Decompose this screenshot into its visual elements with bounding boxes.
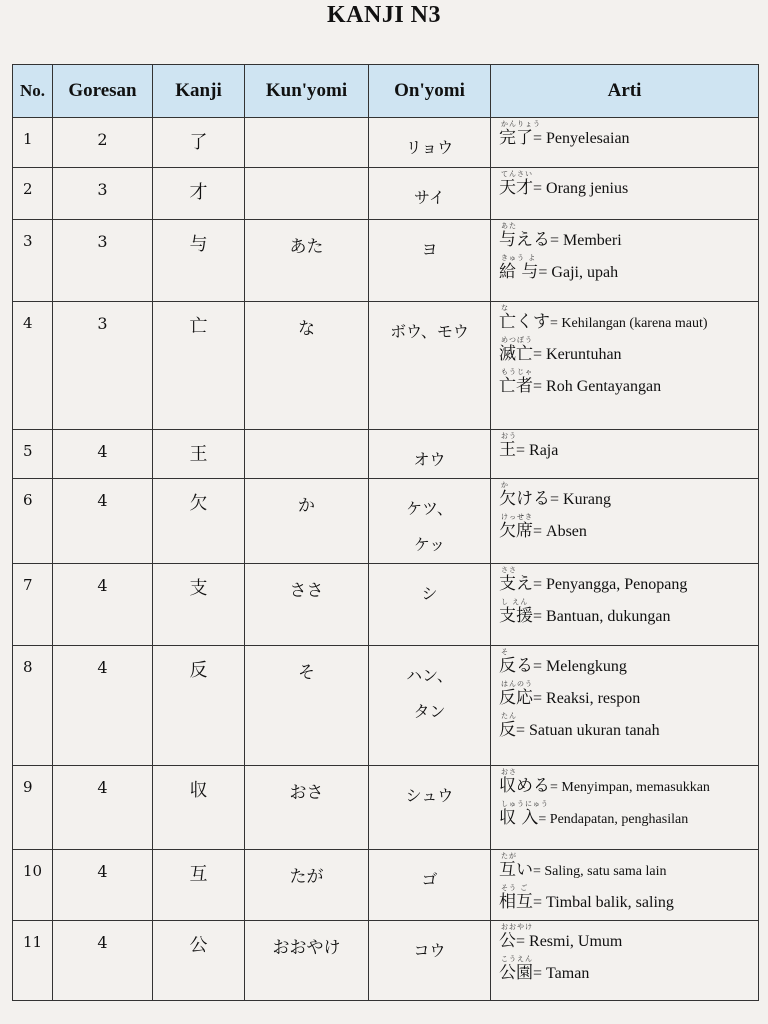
cell-kunyomi: おさ [245, 766, 369, 850]
japanese-word: 天才 [499, 178, 533, 198]
cell-kanji: 公 [153, 921, 245, 1001]
cell-no: 10 [13, 850, 53, 921]
onyomi-reading: ケッ [413, 535, 446, 554]
meaning-text: = Penyangga, Penopang [533, 576, 688, 593]
arti-entry [499, 432, 758, 460]
japanese-word: 欠席 [499, 521, 533, 541]
meaning-text: = Kehilangan (karena maut) [550, 316, 708, 331]
cell-no: 11 [13, 921, 53, 1001]
meaning-text: = Orang jenius [533, 180, 629, 197]
arti-entry [499, 648, 758, 676]
onyomi-reading: ボウ、モウ [390, 322, 469, 341]
header-kunyomi: Kun'yomi [245, 65, 369, 118]
japanese-word: 支え [499, 574, 533, 594]
onyomi-reading: タン [413, 702, 446, 721]
furigana: そう ご [501, 884, 529, 892]
onyomi-reading: リョウ [405, 138, 454, 157]
cell-kanji: 支 [153, 564, 245, 646]
furigana: こうえん [501, 955, 533, 963]
cell-goresan: 4 [53, 479, 153, 564]
furigana: し えん [501, 598, 529, 606]
cell-onyomi [369, 430, 491, 479]
cell-kanji: 互 [153, 850, 245, 921]
page-title: KANJI N3 [326, 2, 441, 28]
cell-goresan: 4 [53, 564, 153, 646]
arti-entry [499, 884, 758, 912]
onyomi-reading: サイ [414, 188, 445, 207]
meaning-text: = Raja [516, 442, 559, 459]
cell-no: 5 [13, 430, 53, 479]
table-header-row [13, 65, 759, 118]
table-row [13, 850, 759, 921]
table-body [13, 118, 759, 1001]
cell-goresan: 4 [53, 921, 153, 1001]
onyomi-reading: ヨ [421, 240, 438, 259]
header-goresan: Goresan [53, 65, 153, 118]
arti-entry [499, 368, 758, 396]
cell-no: 2 [13, 168, 53, 220]
arti-entry [499, 923, 758, 951]
header-kanji: Kanji [153, 65, 245, 118]
table-row [13, 118, 759, 168]
onyomi-reading: シュウ [405, 786, 454, 805]
header-arti: Arti [491, 65, 759, 118]
cell-onyomi [369, 766, 491, 850]
japanese-word: 給 与 [499, 262, 539, 282]
cell-arti [491, 302, 759, 430]
cell-kanji: 与 [153, 220, 245, 302]
cell-kanji: 収 [153, 766, 245, 850]
cell-arti [491, 766, 759, 850]
meaning-text: = Keruntuhan [533, 346, 622, 363]
arti-entry [499, 336, 758, 364]
header-onyomi: On'yomi [369, 65, 491, 118]
japanese-word: 欠ける [499, 489, 550, 509]
cell-kunyomi: ささ [245, 564, 369, 646]
cell-no: 1 [13, 118, 53, 168]
cell-arti [491, 220, 759, 302]
cell-kunyomi: あた [245, 220, 369, 302]
table-row [13, 646, 759, 766]
arti-entry [499, 222, 758, 250]
header-no: No. [13, 65, 53, 118]
onyomi-reading: ケツ、 [406, 499, 453, 518]
cell-kanji: 反 [153, 646, 245, 766]
cell-goresan: 2 [53, 118, 153, 168]
japanese-word: 完了 [499, 128, 533, 148]
cell-kanji: 欠 [153, 479, 245, 564]
cell-onyomi [369, 302, 491, 430]
onyomi-reading: ハン、 [406, 666, 453, 685]
table-row [13, 430, 759, 479]
table-row [13, 564, 759, 646]
arti-entry [499, 513, 758, 541]
furigana: あた [501, 222, 517, 230]
meaning-text: = Saling, satu sama lain [533, 864, 667, 879]
onyomi-reading: ゴ [421, 870, 438, 889]
cell-arti [491, 430, 759, 479]
cell-no: 8 [13, 646, 53, 766]
cell-kunyomi: たが [245, 850, 369, 921]
cell-arti [491, 479, 759, 564]
cell-kanji: 亡 [153, 302, 245, 430]
cell-no: 6 [13, 479, 53, 564]
meaning-text: = Gaji, upah [538, 264, 619, 281]
cell-goresan: 3 [53, 168, 153, 220]
onyomi-reading: コウ [413, 941, 446, 960]
japanese-word: 反 [499, 720, 516, 740]
table-row [13, 479, 759, 564]
furigana: めつぼう [501, 336, 533, 344]
japanese-word: 収 入 [499, 808, 539, 828]
cell-goresan: 4 [53, 430, 153, 479]
arti-entry [499, 768, 758, 796]
cell-no: 9 [13, 766, 53, 850]
arti-entry [499, 566, 758, 594]
meaning-text: = Taman [533, 965, 590, 982]
furigana: たが [501, 852, 517, 860]
cell-arti [491, 118, 759, 168]
arti-entry [499, 170, 758, 198]
cell-no: 3 [13, 220, 53, 302]
furigana: おさ [501, 768, 517, 776]
cell-no: 7 [13, 564, 53, 646]
cell-kanji: 王 [153, 430, 245, 479]
cell-onyomi [369, 564, 491, 646]
meaning-text: = Absen [533, 523, 587, 540]
cell-onyomi [369, 479, 491, 564]
meaning-text: = Satuan ukuran tanah [516, 722, 660, 739]
meaning-text: = Kurang [550, 491, 612, 508]
cell-kunyomi: おおやけ [245, 921, 369, 1001]
table-row [13, 766, 759, 850]
japanese-word: 支援 [499, 606, 533, 626]
japanese-word: 滅亡 [499, 344, 533, 364]
furigana: けっせき [501, 513, 533, 521]
meaning-text: = Bantuan, dukungan [533, 608, 671, 625]
furigana: ささ [501, 566, 517, 574]
cell-onyomi [369, 850, 491, 921]
japanese-word: 互い [499, 860, 533, 880]
japanese-word: 相互 [499, 892, 533, 912]
arti-entry [499, 712, 758, 740]
cell-onyomi [369, 220, 491, 302]
furigana: たん [501, 712, 517, 720]
cell-kanji: 才 [153, 168, 245, 220]
furigana: はんのう [501, 680, 533, 688]
cell-no: 4 [13, 302, 53, 430]
table-row [13, 168, 759, 220]
kanji-table [12, 64, 759, 1001]
meaning-text: = Melengkung [533, 658, 627, 675]
cell-arti [491, 850, 759, 921]
cell-goresan: 4 [53, 646, 153, 766]
table-row [13, 302, 759, 430]
furigana: な [501, 304, 509, 312]
cell-onyomi [369, 118, 491, 168]
japanese-word: 亡くす [499, 312, 550, 332]
cell-kanji: 了 [153, 118, 245, 168]
arti-entry [499, 598, 758, 626]
japanese-word: 収める [499, 776, 550, 796]
furigana: そ [501, 648, 509, 656]
cell-arti [491, 921, 759, 1001]
meaning-text: = Pendapatan, penghasilan [538, 812, 689, 827]
arti-entry [499, 254, 758, 282]
meaning-text: = Reaksi, respon [533, 690, 641, 707]
cell-arti [491, 564, 759, 646]
cell-kunyomi: か [245, 479, 369, 564]
meaning-text: = Menyimpan, memasukkan [550, 780, 710, 795]
onyomi-reading: オウ [413, 450, 446, 469]
furigana: か [501, 481, 509, 489]
cell-arti [491, 646, 759, 766]
arti-entry [499, 680, 758, 708]
furigana: もうじゃ [501, 368, 533, 376]
japanese-word: 亡者 [499, 376, 533, 396]
arti-entry [499, 481, 758, 509]
arti-entry [499, 955, 758, 983]
cell-onyomi [369, 921, 491, 1001]
furigana: てんさい [501, 170, 533, 178]
cell-onyomi [369, 646, 491, 766]
table-row [13, 921, 759, 1001]
cell-goresan: 3 [53, 302, 153, 430]
cell-kunyomi: な [245, 302, 369, 430]
meaning-text: = Roh Gentayangan [533, 378, 662, 395]
furigana: きゅう よ [501, 254, 537, 262]
cell-goresan: 4 [53, 766, 153, 850]
cell-kunyomi: そ [245, 646, 369, 766]
cell-kunyomi [245, 118, 369, 168]
table-row [13, 220, 759, 302]
japanese-word: 公 [499, 931, 516, 951]
cell-kunyomi [245, 430, 369, 479]
japanese-word: 王 [499, 440, 516, 460]
furigana: かんりょう [501, 120, 541, 128]
meaning-text: = Timbal balik, saling [533, 894, 674, 911]
onyomi-reading: シ [421, 584, 438, 603]
cell-goresan: 3 [53, 220, 153, 302]
arti-entry [499, 304, 758, 332]
cell-kunyomi [245, 168, 369, 220]
japanese-word: 与える [499, 230, 550, 250]
furigana: しゅうにゅう [501, 800, 549, 808]
arti-entry [499, 800, 758, 828]
japanese-word: 公園 [499, 963, 533, 983]
cell-goresan: 4 [53, 850, 153, 921]
meaning-text: = Memberi [550, 232, 622, 249]
arti-entry [499, 852, 758, 880]
cell-arti [491, 168, 759, 220]
japanese-word: 反応 [499, 688, 533, 708]
arti-entry [499, 120, 758, 148]
japanese-word: 反る [499, 656, 533, 676]
meaning-text: = Penyelesaian [533, 130, 630, 147]
furigana: おおやけ [501, 923, 533, 931]
meaning-text: = Resmi, Umum [516, 933, 623, 950]
furigana: おう [501, 432, 517, 440]
cell-onyomi [369, 168, 491, 220]
